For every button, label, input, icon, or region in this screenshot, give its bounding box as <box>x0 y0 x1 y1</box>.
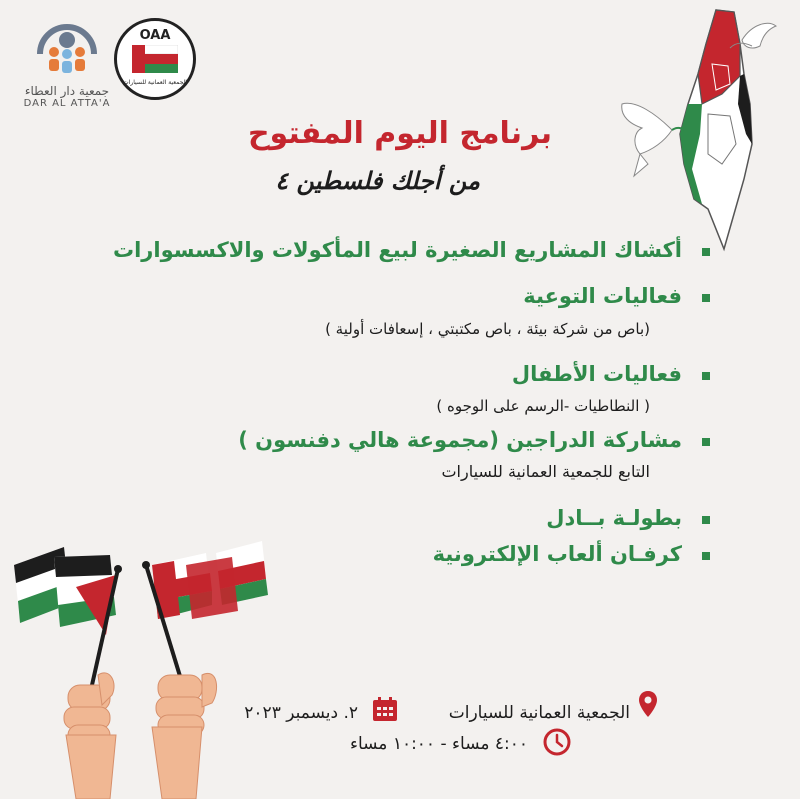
event-location: الجمعية العمانية للسيارات <box>448 703 630 723</box>
list-item-label: بطولـة بــادل <box>546 506 682 530</box>
list-item <box>512 362 682 386</box>
oman-flag-icon <box>152 541 268 619</box>
dove-icon <box>622 103 688 176</box>
clock-icon <box>542 727 572 757</box>
oman-flag-icon <box>132 45 178 73</box>
list-item-label: فعاليات التوعية <box>523 284 682 308</box>
list-item <box>546 506 682 530</box>
event-date: ٢. ديسمبر ٢٠٢٣ <box>244 703 358 723</box>
dar-al-ataa-emblem-icon <box>32 14 102 78</box>
list-item <box>433 542 682 566</box>
oaa-logo <box>114 18 196 100</box>
bullet-icon <box>702 372 710 380</box>
list-item-label: كرفـان ألعاب الإلكترونية <box>432 542 682 566</box>
hands-with-flags-illustration <box>6 535 286 799</box>
hand-left <box>64 673 116 799</box>
event-time: ٤:٠٠ مساء - ١٠:٠٠ مساء <box>349 734 528 754</box>
dar-al-ataa-name-ar: جمعية دار العطاء <box>24 84 110 98</box>
page-title: برنامج اليوم المفتوح <box>247 116 552 151</box>
page-subtitle: من أجلك فلسطين ٤ <box>275 166 480 195</box>
list-item-label: مشاركة الدراجين (مجموعة هالي دفنسون ) <box>238 428 682 452</box>
bullet-icon <box>702 248 710 256</box>
bullet-icon <box>702 552 710 560</box>
list-item-note: ( النطاطيات -الرسم على الوجوه ) <box>436 397 650 415</box>
list-item-label: فعاليات الأطفال <box>511 362 682 386</box>
list-item-label: أكشاك المشاريع الصغيرة لبيع المأكولات والاكسسوارات <box>113 238 682 262</box>
hand-right <box>152 673 217 799</box>
oaa-name: الجمعية العمانية للسيارات <box>123 79 187 86</box>
dar-al-ataa-logo <box>22 14 112 114</box>
list-item <box>238 428 682 452</box>
list-item <box>523 284 682 308</box>
list-item-note: (باص من شركة بيئة ، باص مكتبتي ، إسعافات أولية ) <box>325 320 650 338</box>
oaa-abbreviation: OAA <box>139 28 171 43</box>
list-item <box>113 238 682 262</box>
palestine-flag-icon <box>14 547 116 635</box>
calendar-icon <box>372 696 398 722</box>
bullet-icon <box>702 438 710 446</box>
palestine-map-icon <box>612 4 782 254</box>
bullet-icon <box>702 516 710 524</box>
dar-al-ataa-name-en: DAR AL ATTA'A <box>23 98 111 109</box>
bullet-icon <box>702 294 710 302</box>
list-item-note: التابع للجمعية العمانية للسيارات <box>441 462 650 481</box>
location-pin-icon <box>638 690 658 718</box>
